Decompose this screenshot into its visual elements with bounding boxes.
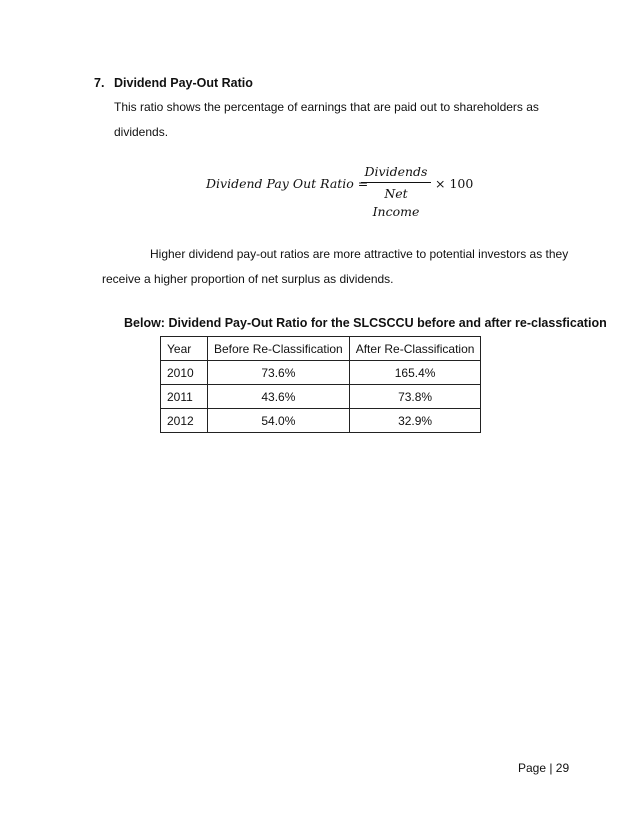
table-row <box>161 385 481 409</box>
header-after: After Re-Classification <box>349 337 481 361</box>
table-row <box>161 361 481 385</box>
cell-before: 73.6% <box>208 361 350 385</box>
intro-line-1: This ratio shows the percentage of earnings that are paid out to shareholders as <box>114 100 539 114</box>
formula-fraction <box>361 163 431 219</box>
section-title: Dividend Pay-Out Ratio <box>114 76 253 90</box>
formula-denominator: Net Income <box>372 186 420 219</box>
cell-before: 54.0% <box>208 409 350 433</box>
cell-after: 165.4% <box>349 361 481 385</box>
cell-before: 43.6% <box>208 385 350 409</box>
section-heading <box>94 76 253 90</box>
formula-lhs: Dividend Pay Out Ratio = <box>206 176 369 191</box>
cell-year: 2011 <box>161 385 208 409</box>
body-line-2: receive a higher proportion of net surplus as dividends. <box>102 272 394 286</box>
cell-after: 73.8% <box>349 385 481 409</box>
formula-rhs: × 100 <box>435 176 474 191</box>
header-year: Year <box>161 337 208 361</box>
cell-year: 2012 <box>161 409 208 433</box>
body-line-1: Higher dividend pay-out ratios are more attractive to potential investors as they <box>150 247 569 261</box>
intro-line-2: dividends. <box>114 125 169 139</box>
cell-after: 32.9% <box>349 409 481 433</box>
ratio-formula <box>0 163 638 219</box>
table-caption: Below: Dividend Pay-Out Ratio for the SLCSCCU before and after re-classfication <box>124 316 607 330</box>
fraction-bar <box>361 182 431 183</box>
header-before: Before Re-Classification <box>208 337 350 361</box>
section-number: 7. <box>94 76 105 90</box>
formula-numerator: Dividends <box>364 164 428 179</box>
table-header-row <box>161 337 481 361</box>
cell-year: 2010 <box>161 361 208 385</box>
dividend-ratio-table <box>160 336 481 433</box>
table-row <box>161 409 481 433</box>
page-number: Page | 29 <box>518 761 570 775</box>
